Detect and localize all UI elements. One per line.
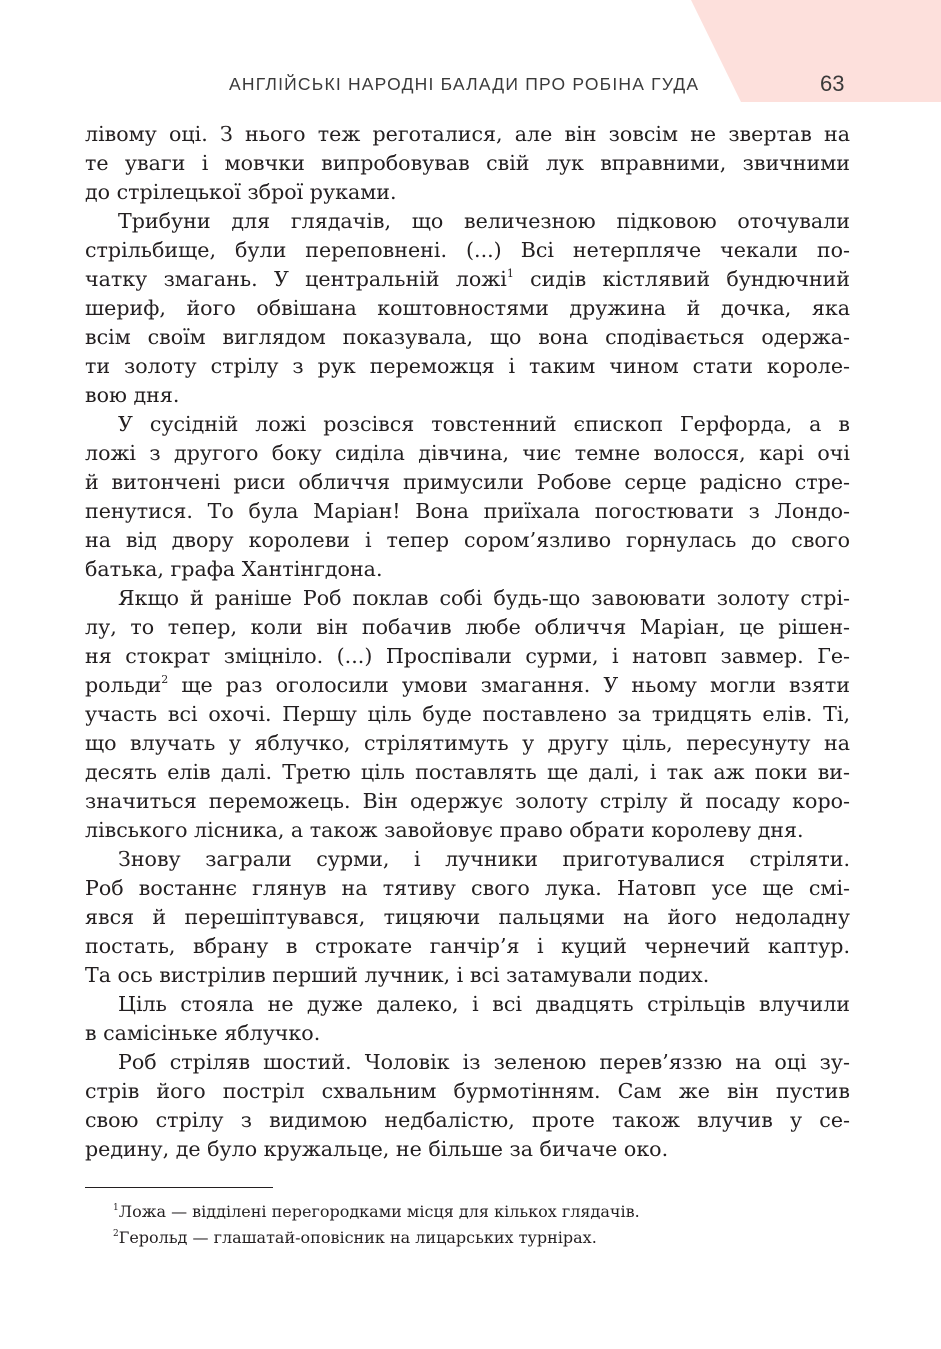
text-line: батька, графа Хантінгдона.	[85, 557, 383, 581]
footnotes	[113, 1199, 833, 1251]
text-line: вою дня.	[85, 383, 180, 407]
paragraph	[85, 1048, 850, 1164]
paragraph	[85, 584, 850, 845]
text-fragment: рольди	[85, 673, 162, 697]
main-text	[85, 120, 850, 1164]
footnote-mark: 2	[113, 1229, 119, 1239]
text-fragment: чатку змагань. У центральній ложі	[85, 267, 507, 291]
text-line: Та ось вистрілив перший лучник, і всі затамували подих.	[85, 963, 710, 987]
text-line: свою стрілу з видимою недбалістю, проте також влучив у се-	[85, 1108, 850, 1132]
text-line: те уваги і мовчки випробовував свій лук вправними, звичними	[85, 151, 850, 175]
text-line: Роб стріляв шостий. Чоловік із зеленою перев’яззю на оці зу-	[118, 1050, 850, 1074]
footnote-divider	[85, 1187, 273, 1188]
paragraph	[85, 990, 850, 1048]
text-line: Якщо й раніше Роб поклав собі будь-що завоювати золоту стрі-	[118, 586, 850, 610]
footnote-text: Герольд — глашатай-оповісник на лицарських турнірах.	[118, 1228, 597, 1247]
corner-accent-shape	[691, 0, 941, 102]
footnote-item	[113, 1225, 833, 1251]
text-line: лівського лісника, а також завойовує право обрати королеву дня.	[85, 818, 804, 842]
text-line: пенутися. То була Маріан! Вона приїхала погостювати з Лондо-	[85, 499, 850, 523]
text-line: що влучать у яблучко, стрілятимуть у другу ціль, пересунуту на	[85, 731, 850, 755]
text-line: стрів його постріл схвальним бурмотінням. Сам же він пустив	[85, 1079, 850, 1103]
paragraph	[85, 207, 850, 410]
text-line: участь всі охочі. Першу ціль буде поставлено за тридцять елів. Ті,	[85, 702, 850, 726]
paragraph	[85, 120, 850, 207]
text-line: до стрілецької зброї руками.	[85, 180, 397, 204]
text-line: стрільбище, були переповнені. (...) Всі нетерпляче чекали по-	[85, 238, 850, 262]
text-line: лівому оці. З нього теж реготалися, але він зовсім не звертав на	[85, 122, 850, 146]
text-line: десять елів далі. Третю ціль поставлять ще далі, і так аж поки ви-	[85, 760, 850, 784]
text-line: явся й перешіптувався, тицяючи пальцями на його недоладну	[85, 905, 850, 929]
running-header: АНГЛІЙСЬКІ НАРОДНІ БАЛАДИ ПРО РОБІНА ГУДА	[229, 74, 700, 94]
paragraph	[85, 410, 850, 584]
footnote-mark: 1	[113, 1203, 119, 1213]
footnote-text: Ложа — відділені перегородками місця для кількох глядачів.	[118, 1202, 640, 1221]
text-line: всім своїм виглядом показувала, що вона сподівається одержа-	[85, 325, 850, 349]
text-line: ложі з другого боку сиділа дівчина, чиє темне волосся, карі очі	[85, 441, 850, 465]
text-line: ти золоту стрілу з рук переможця і таким чином стати короле-	[85, 354, 850, 378]
text-line: на від двору королеви і тепер сором’язливо горнулась до свого	[85, 528, 850, 552]
text-line: Ціль стояла не дуже далеко, і всі двадцять стрільців влучили	[118, 992, 850, 1016]
text-line: редину, де було кружальце, не більше за бичаче око.	[85, 1137, 669, 1161]
footnote-ref[interactable]: 2	[161, 673, 169, 686]
text-line: й витончені риси обличчя примусили Робове серце радісно стре-	[85, 470, 850, 494]
page-number: 63	[820, 71, 845, 96]
text-line: шериф, його обвішана коштовностями дружина й дочка, яка	[85, 296, 850, 320]
paragraph	[85, 845, 850, 990]
footnote-ref[interactable]: 1	[506, 267, 514, 280]
text-fragment: сидів кістлявий бундючний	[530, 267, 851, 291]
text-line: Трибуни для глядачів, що величезною підковою оточували	[118, 209, 850, 233]
text-line: Роб востаннє глянув на тятиву свого лука. Натовп усе ще смі-	[85, 876, 850, 900]
text-line: значиться переможець. Він одержує золоту стрілу й посаду коро-	[85, 789, 850, 813]
text-line: лу, то тепер, коли він побачив любе обличчя Маріан, це рішен-	[85, 615, 850, 639]
footnote-item	[113, 1199, 833, 1225]
text-line: ня стократ зміцніло. (...) Проспівали сурми, і натовп завмер. Ге-	[85, 644, 850, 668]
text-line	[85, 265, 850, 294]
text-line: в самісіньке яблучко.	[85, 1021, 321, 1045]
text-line	[85, 671, 850, 700]
text-line: Знову заграли сурми, і лучники приготувалися стріляти.	[118, 847, 850, 871]
text-fragment: ще раз оголосили умови змагання. У ньому могли взяти	[181, 673, 850, 697]
text-line: У сусідній ложі розсівся товстенний єпископ Герфорда, а в	[118, 412, 850, 436]
text-line: постать, вбрану в строкате ганчір’я і куций чернечий каптур.	[85, 934, 850, 958]
